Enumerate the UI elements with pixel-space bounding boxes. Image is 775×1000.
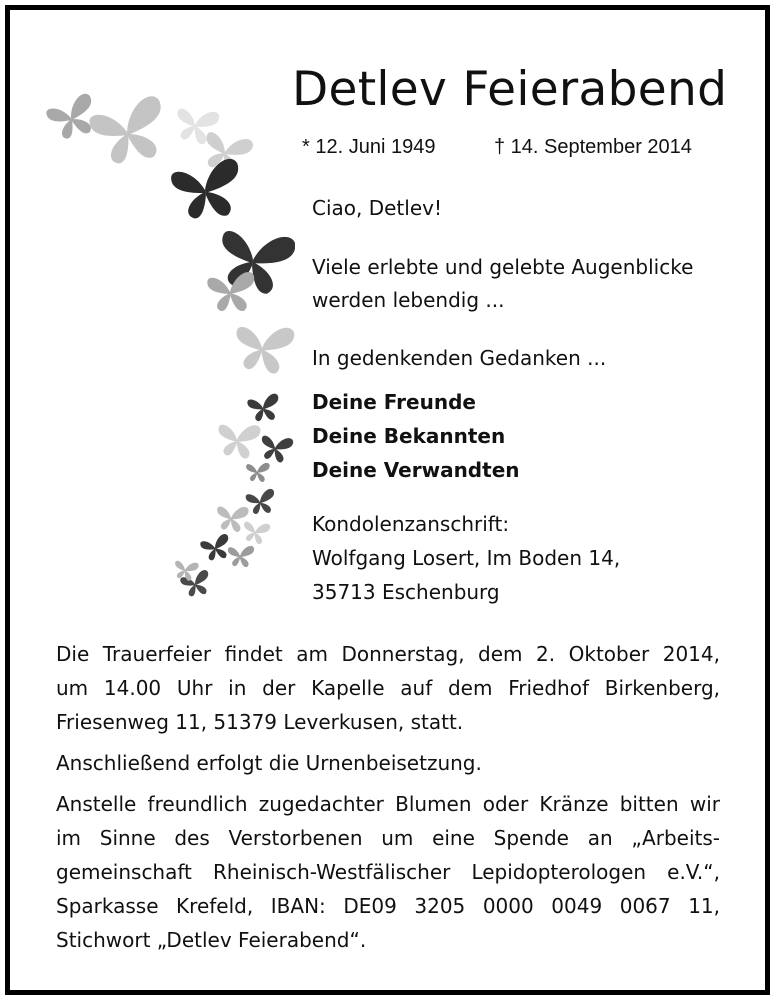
greeting: Ciao, Detlev! <box>312 196 442 220</box>
butterfly-group <box>44 92 295 599</box>
message-line-2: werden lebendig ... <box>312 288 505 312</box>
signature-relatives: Deine Verwandten <box>312 458 520 482</box>
message-line-1: Viele erlebte und gelebte Augenblicke <box>312 255 694 279</box>
butterflies-icon <box>35 70 295 610</box>
funeral-text-line-2: um 14.00 Uhr in der Kapelle auf dem Friedhof Birkenberg, <box>56 676 720 700</box>
donation-text-line-1: Anstelle freundlich zugedachter Blumen oder Kränze bitten wir <box>56 792 720 816</box>
signature-friends: Deine Freunde <box>312 390 476 414</box>
birth-date: * 12. Juni 1949 <box>302 136 436 158</box>
donation-text-line-4: Sparkasse Krefeld, IBAN: DE09 3205 0000 0049 0067 11, <box>56 894 720 918</box>
donation-text-line-5: Stichwort „Detlev Feierabend“. <box>56 928 367 952</box>
condolence-label: Kondolenzanschrift: <box>312 512 510 536</box>
condolence-address-line-2: 35713 Eschenburg <box>312 580 500 604</box>
urn-burial-text: Anschließend erfolgt die Urnenbeisetzung. <box>56 751 482 775</box>
donation-text-line-3: gemeinschaft Rheinisch-Westfälischer Lepidopterologen e.V.“, <box>56 860 720 884</box>
signature-acquaintances: Deine Bekannten <box>312 424 506 448</box>
funeral-text-line-3: Friesenweg 11, 51379 Leverkusen, statt. <box>56 710 464 734</box>
funeral-text-line-1: Die Trauerfeier findet am Donnerstag, dem 2. Oktober 2014, <box>56 642 720 666</box>
condolence-address-line-1: Wolfgang Losert, Im Boden 14, <box>312 546 621 570</box>
donation-text-line-2: im Sinne des Verstorbenen um eine Spende an „Arbeits- <box>56 826 720 850</box>
deceased-name: Detlev Feierabend <box>292 62 728 117</box>
death-date: † 14. September 2014 <box>494 136 692 158</box>
message-line-3: In gedenkenden Gedanken ... <box>312 346 607 370</box>
